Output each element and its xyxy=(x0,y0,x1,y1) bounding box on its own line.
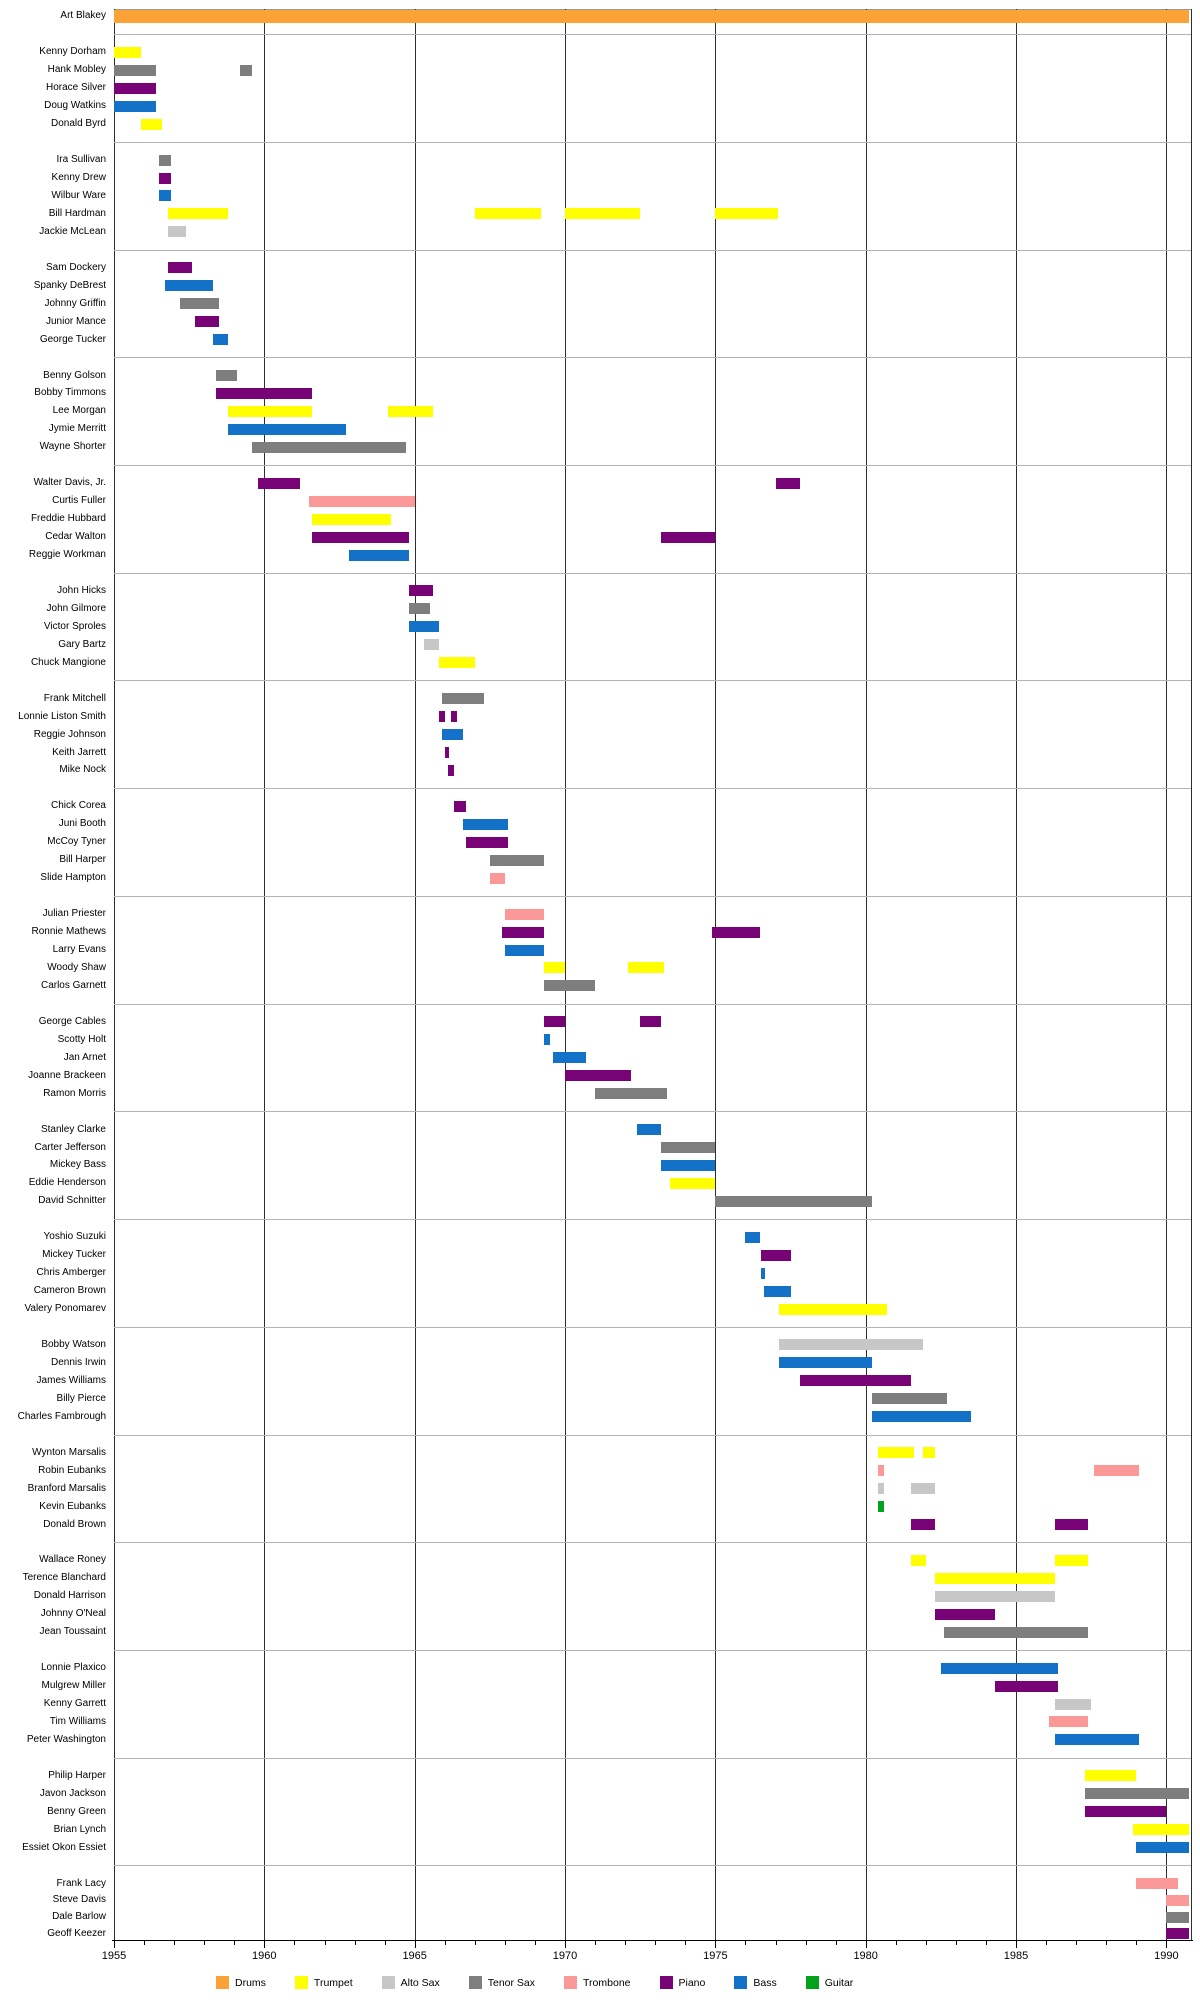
member-label: Art Blakey xyxy=(60,10,106,21)
member-label: Cedar Walton xyxy=(45,531,106,542)
x-axis-tick xyxy=(445,1941,446,1945)
timeline-bar xyxy=(628,962,664,973)
member-label: Wynton Marsalis xyxy=(32,1446,106,1458)
x-axis-tick xyxy=(1046,1941,1047,1945)
legend-swatch-icon xyxy=(806,1976,819,1989)
timeline-bar xyxy=(159,155,171,166)
member-label: Lonnie Liston Smith xyxy=(18,710,106,722)
timeline-bar xyxy=(466,837,508,848)
member-label: Branford Marsalis xyxy=(27,1482,106,1494)
legend-swatch-icon xyxy=(382,1976,395,1989)
timeline-bar xyxy=(544,962,565,973)
timeline-bar xyxy=(872,1411,971,1422)
group-separator xyxy=(114,357,1191,358)
timeline-bar xyxy=(935,1609,995,1620)
timeline-bar xyxy=(661,1142,715,1153)
timeline-bar xyxy=(941,1663,1058,1674)
timeline-bar xyxy=(1166,1928,1189,1939)
x-axis-tick xyxy=(385,1941,386,1945)
member-label: Kenny Garrett xyxy=(43,1698,106,1709)
x-axis-tick xyxy=(325,1941,326,1945)
x-axis-tick xyxy=(114,1941,115,1948)
legend-label: Trumpet xyxy=(313,1976,353,1989)
x-axis-tick xyxy=(234,1941,235,1945)
plot-right-border xyxy=(1191,9,1192,1940)
member-label: Robin Eubanks xyxy=(38,1464,106,1476)
member-label: Chris Amberger xyxy=(36,1267,106,1279)
legend-item xyxy=(216,1976,266,1989)
legend-label: Drums xyxy=(235,1976,266,1989)
timeline-bar xyxy=(114,10,1189,23)
timeline-bar xyxy=(779,1339,923,1350)
member-label: Yoshio Suzuki xyxy=(43,1231,106,1243)
member-label: Tim Williams xyxy=(49,1715,106,1727)
timeline-bar xyxy=(114,65,156,76)
x-axis-tick-label: 1965 xyxy=(402,1950,427,1962)
member-label: Billy Pierce xyxy=(56,1392,106,1404)
timeline-bar xyxy=(553,1052,586,1063)
member-label: Reggie Workman xyxy=(28,549,106,560)
timeline-bar xyxy=(1166,1912,1189,1923)
timeline-bar xyxy=(544,1016,565,1027)
timeline-bar xyxy=(1049,1716,1088,1727)
legend-label: Piano xyxy=(678,1976,706,1989)
timeline-bar xyxy=(454,801,466,812)
timeline-bar xyxy=(911,1519,935,1530)
timeline-bar xyxy=(312,532,408,543)
group-separator xyxy=(114,465,1191,466)
member-label: Frank Lacy xyxy=(56,1877,106,1889)
x-axis-tick xyxy=(806,1941,807,1945)
timeline-bar xyxy=(490,873,505,884)
timeline-bar xyxy=(800,1375,911,1386)
timeline-bar xyxy=(502,927,544,938)
member-label: Bill Hardman xyxy=(48,207,106,219)
group-separator xyxy=(114,573,1191,574)
timeline-bar xyxy=(565,208,640,219)
timeline-bar xyxy=(213,334,228,345)
timeline-bar xyxy=(779,1304,887,1315)
timeline-bar xyxy=(761,1268,766,1279)
timeline-bar xyxy=(944,1627,1088,1638)
timeline-bar xyxy=(114,101,156,112)
x-axis-tick xyxy=(535,1941,536,1945)
timeline-bar xyxy=(878,1501,884,1512)
member-label: Donald Byrd xyxy=(50,118,106,130)
timeline-bar xyxy=(409,621,439,632)
legend-label: Alto Sax xyxy=(400,1976,440,1989)
legend-item xyxy=(564,1976,630,1989)
x-axis-tick xyxy=(264,1941,265,1948)
member-label: Geoff Keezer xyxy=(47,1927,106,1939)
group-separator xyxy=(114,142,1191,143)
timeline-bar xyxy=(712,927,760,938)
member-label: Benny Golson xyxy=(43,369,106,381)
timeline-bar xyxy=(878,1465,884,1476)
member-label: Juni Booth xyxy=(58,818,106,830)
member-label: Benny Green xyxy=(47,1805,106,1817)
x-axis-tick xyxy=(595,1941,596,1945)
legend-item xyxy=(382,1976,440,1989)
member-label: Curtis Fuller xyxy=(52,495,106,507)
member-label: Valery Ponomarev xyxy=(24,1303,106,1314)
member-label: George Cables xyxy=(38,1015,106,1027)
legend-item xyxy=(806,1976,854,1989)
timeline-bar xyxy=(878,1483,884,1494)
member-label: Doug Watkins xyxy=(44,100,106,112)
member-label: Bobby Watson xyxy=(41,1338,106,1350)
timeline-bar xyxy=(745,1232,760,1243)
timeline-bar xyxy=(309,496,414,507)
x-axis-tick xyxy=(1016,1941,1017,1948)
member-label: Lee Morgan xyxy=(52,405,106,417)
member-label: Kenny Dorham xyxy=(39,46,106,58)
timeline-bar xyxy=(995,1681,1058,1692)
x-axis-tick xyxy=(565,1941,566,1948)
member-label: Bobby Timmons xyxy=(34,387,106,399)
timeline-bar xyxy=(670,1178,715,1189)
timeline-bar xyxy=(1136,1842,1189,1853)
timeline-bar xyxy=(463,819,508,830)
member-label: Joanne Brackeen xyxy=(28,1069,106,1081)
legend-item xyxy=(734,1976,776,1989)
member-label: Javon Jackson xyxy=(39,1787,106,1799)
member-label: Junior Mance xyxy=(45,315,106,327)
member-label: Bill Harper xyxy=(59,854,106,866)
timeline-bar xyxy=(165,280,213,291)
member-label: Freddie Hubbard xyxy=(30,513,106,525)
x-axis-tick-label: 1955 xyxy=(101,1950,127,1962)
member-label: Eddie Henderson xyxy=(28,1177,106,1189)
timeline-bar xyxy=(445,747,450,758)
legend-item xyxy=(469,1976,535,1989)
timeline-bar xyxy=(141,119,162,130)
timeline-bar xyxy=(1085,1788,1189,1799)
member-label: Jean Toussaint xyxy=(39,1626,106,1638)
member-label: Mickey Bass xyxy=(49,1159,106,1171)
timeline-bar xyxy=(475,208,541,219)
timeline-bar xyxy=(761,1250,791,1261)
member-label: Walter Davis, Jr. xyxy=(33,477,106,489)
timeline-bar xyxy=(1085,1770,1136,1781)
member-label: Larry Evans xyxy=(52,944,106,955)
member-label: John Gilmore xyxy=(46,602,106,614)
timeline-bar xyxy=(424,639,439,650)
x-axis-tick-label: 1960 xyxy=(252,1950,277,1962)
member-label: Frank Mitchell xyxy=(43,692,106,704)
x-axis-tick xyxy=(1106,1941,1107,1945)
member-label: Terence Blanchard xyxy=(22,1572,106,1584)
timeline-bar xyxy=(312,514,390,525)
member-label: Julian Priester xyxy=(42,908,106,920)
timeline-bar xyxy=(159,190,171,201)
legend-swatch-icon xyxy=(564,1976,577,1989)
member-label: Carter Jefferson xyxy=(34,1141,106,1153)
timeline-bar xyxy=(228,424,345,435)
member-label: Johnny Griffin xyxy=(44,297,106,309)
timeline-bar xyxy=(878,1447,914,1458)
timeline-bar xyxy=(451,711,457,722)
x-axis-tick xyxy=(625,1941,626,1945)
group-separator xyxy=(114,1435,1191,1436)
member-label: Dennis Irwin xyxy=(50,1356,106,1368)
legend-label: Trombone xyxy=(583,1976,631,1989)
member-label: Dale Barlow xyxy=(52,1911,106,1923)
x-axis-tick xyxy=(1136,1941,1137,1945)
timeline-bar xyxy=(240,65,252,76)
member-label: Mickey Tucker xyxy=(42,1249,106,1261)
group-separator xyxy=(114,1865,1191,1866)
member-label: John Hicks xyxy=(57,584,106,596)
member-label: Steve Davis xyxy=(52,1894,106,1906)
timeline-bar xyxy=(544,1034,550,1045)
timeline-bar xyxy=(114,83,156,94)
member-label: Scotty Holt xyxy=(57,1033,106,1045)
group-separator xyxy=(114,1542,1191,1543)
member-label: Chuck Mangione xyxy=(30,656,106,668)
timeline-bar xyxy=(439,657,475,668)
x-axis-tick-label: 1990 xyxy=(1154,1950,1179,1962)
timeline-bar xyxy=(1133,1824,1189,1835)
member-label: McCoy Tyner xyxy=(47,836,106,848)
timeline-bar xyxy=(872,1393,947,1404)
timeline-bar xyxy=(159,173,171,184)
member-label: Philip Harper xyxy=(48,1769,106,1781)
legend-swatch-icon xyxy=(469,1976,482,1989)
timeline-bar xyxy=(168,226,186,237)
group-separator xyxy=(114,1111,1191,1112)
legend-swatch-icon xyxy=(295,1976,308,1989)
group-separator xyxy=(114,34,1191,35)
member-label: Horace Silver xyxy=(45,82,106,94)
timeline-bar xyxy=(1085,1806,1166,1817)
member-label: Chick Corea xyxy=(50,800,106,812)
member-label: Carlos Garnett xyxy=(40,979,106,991)
group-separator xyxy=(114,680,1191,681)
x-axis-tick xyxy=(655,1941,656,1945)
timeline-bar xyxy=(349,550,409,561)
member-label: Mulgrew Miller xyxy=(41,1680,106,1691)
x-axis-tick xyxy=(294,1941,295,1945)
timeline-bar xyxy=(1055,1519,1088,1530)
group-separator xyxy=(114,1650,1191,1651)
x-axis-tick-label: 1985 xyxy=(1003,1950,1029,1962)
member-label: Ramon Morris xyxy=(43,1087,106,1099)
timeline-bar xyxy=(228,406,312,417)
legend-swatch-icon xyxy=(734,1976,747,1989)
x-axis-tick xyxy=(896,1941,897,1945)
x-axis-tick xyxy=(836,1941,837,1945)
x-axis-tick xyxy=(204,1941,205,1945)
member-label: Mike Nock xyxy=(59,764,106,776)
member-label: Essiet Okon Essiet xyxy=(22,1841,106,1853)
timeline-bar xyxy=(252,442,405,453)
member-label: Woody Shaw xyxy=(47,961,106,973)
member-label: Kevin Eubanks xyxy=(39,1500,106,1512)
member-label: Lonnie Plaxico xyxy=(40,1662,106,1674)
timeline-bar xyxy=(776,478,800,489)
timeline-bar xyxy=(442,693,484,704)
member-label: Wallace Roney xyxy=(39,1554,106,1566)
member-label: Donald Brown xyxy=(43,1518,106,1530)
x-axis-tick xyxy=(745,1941,746,1945)
timeline-bar xyxy=(911,1555,926,1566)
x-axis-tick xyxy=(685,1941,686,1945)
timeline-bar xyxy=(565,1070,631,1081)
x-axis-tick xyxy=(715,1941,716,1948)
timeline-bar xyxy=(935,1573,1055,1584)
timeline-bar xyxy=(1136,1878,1178,1889)
timeline-bar xyxy=(544,980,595,991)
timeline-bar xyxy=(216,370,237,381)
member-label: Jackie McLean xyxy=(39,225,106,237)
group-separator xyxy=(114,896,1191,897)
x-axis-tick xyxy=(415,1941,416,1948)
timeline-bar xyxy=(715,208,778,219)
timeline-bar xyxy=(216,388,312,399)
timeline-bar xyxy=(661,1160,715,1171)
member-label: Ira Sullivan xyxy=(56,154,106,165)
timeline-bar xyxy=(640,1016,661,1027)
legend-swatch-icon xyxy=(660,1976,673,1989)
legend-swatch-icon xyxy=(216,1976,229,1989)
timeline-bar xyxy=(505,909,544,920)
member-label: Jan Arnet xyxy=(63,1051,106,1063)
timeline-bar xyxy=(1166,1895,1189,1906)
timeline-bar xyxy=(1055,1734,1139,1745)
x-axis-tick xyxy=(776,1941,777,1945)
group-separator xyxy=(114,1219,1191,1220)
x-axis-tick xyxy=(505,1941,506,1945)
member-label: Spanky DeBrest xyxy=(33,279,106,291)
member-label: Stanley Clarke xyxy=(40,1123,106,1135)
member-label: Slide Hampton xyxy=(40,872,106,884)
timeline-bar xyxy=(388,406,433,417)
x-axis-tick xyxy=(475,1941,476,1945)
member-label: Sam Dockery xyxy=(45,261,106,273)
x-axis-tick xyxy=(1166,1941,1167,1948)
timeline-bar xyxy=(114,47,141,58)
member-label: Wilbur Ware xyxy=(51,189,106,201)
member-label: Gary Bartz xyxy=(58,638,106,650)
x-axis-tick-label: 1975 xyxy=(703,1950,728,1962)
timeline-bar xyxy=(180,298,219,309)
timeline-bar xyxy=(595,1088,667,1099)
member-label: Johnny O'Neal xyxy=(40,1608,106,1620)
member-label: Jymie Merritt xyxy=(48,423,106,435)
x-axis-tick xyxy=(174,1941,175,1945)
member-label: Cameron Brown xyxy=(33,1285,106,1297)
member-label: Victor Sproles xyxy=(43,620,106,632)
timeline-bar xyxy=(1094,1465,1139,1476)
group-separator xyxy=(114,1327,1191,1328)
timeline-bar xyxy=(637,1124,661,1135)
legend-item xyxy=(660,1976,706,1989)
legend-label: Tenor Sax xyxy=(487,1976,536,1989)
timeline-bar xyxy=(409,585,433,596)
timeline-bar xyxy=(448,765,454,776)
x-axis-tick xyxy=(144,1941,145,1945)
member-label: Peter Washington xyxy=(26,1733,106,1745)
group-separator xyxy=(114,1758,1191,1759)
timeline-bar xyxy=(168,262,192,273)
timeline-bar xyxy=(923,1447,935,1458)
timeline-bar xyxy=(439,711,445,722)
member-label: Charles Fambrough xyxy=(17,1410,106,1422)
member-label: Wayne Shorter xyxy=(39,441,106,453)
member-label: Keith Jarrett xyxy=(52,746,106,758)
x-axis-tick xyxy=(956,1941,957,1945)
x-axis-tick xyxy=(866,1941,867,1948)
x-axis-tick xyxy=(926,1941,927,1945)
timeline-bar xyxy=(409,603,430,614)
timeline-bar xyxy=(1055,1555,1088,1566)
member-label: David Schnitter xyxy=(38,1195,106,1207)
instrument-legend xyxy=(216,1976,853,1989)
legend-label: Bass xyxy=(753,1976,777,1989)
timeline-bar xyxy=(505,945,544,956)
x-axis-tick-label: 1980 xyxy=(853,1950,878,1962)
x-axis-tick xyxy=(1076,1941,1077,1945)
member-label: George Tucker xyxy=(39,333,106,345)
member-label: Reggie Johnson xyxy=(33,728,106,740)
x-axis-tick-label: 1970 xyxy=(552,1950,578,1962)
member-label: Donald Harrison xyxy=(33,1590,106,1602)
legend-item xyxy=(295,1976,353,1989)
group-separator xyxy=(114,1004,1191,1005)
timeline-bar xyxy=(715,1196,871,1207)
member-label: James Williams xyxy=(36,1374,106,1386)
timeline-bar xyxy=(911,1483,935,1494)
timeline-bar xyxy=(1055,1699,1091,1710)
member-label: Brian Lynch xyxy=(53,1823,106,1835)
member-label: Ronnie Mathews xyxy=(31,926,106,937)
member-label: Kenny Drew xyxy=(51,172,106,183)
timeline-bar xyxy=(490,855,544,866)
group-separator xyxy=(114,788,1191,789)
timeline-bar xyxy=(935,1591,1055,1602)
timeline-bar xyxy=(442,729,463,740)
group-separator xyxy=(114,250,1191,251)
timeline-bar xyxy=(258,478,300,489)
x-axis-line xyxy=(112,1940,1193,1942)
x-axis-tick xyxy=(355,1941,356,1945)
timeline-bar xyxy=(779,1357,872,1368)
x-axis-tick xyxy=(986,1941,987,1945)
timeline-bar xyxy=(168,208,228,219)
timeline-bar xyxy=(764,1286,791,1297)
timeline-bar xyxy=(661,532,715,543)
legend-label: Guitar xyxy=(824,1976,854,1989)
timeline-bar xyxy=(195,316,219,327)
member-label: Hank Mobley xyxy=(47,64,106,76)
